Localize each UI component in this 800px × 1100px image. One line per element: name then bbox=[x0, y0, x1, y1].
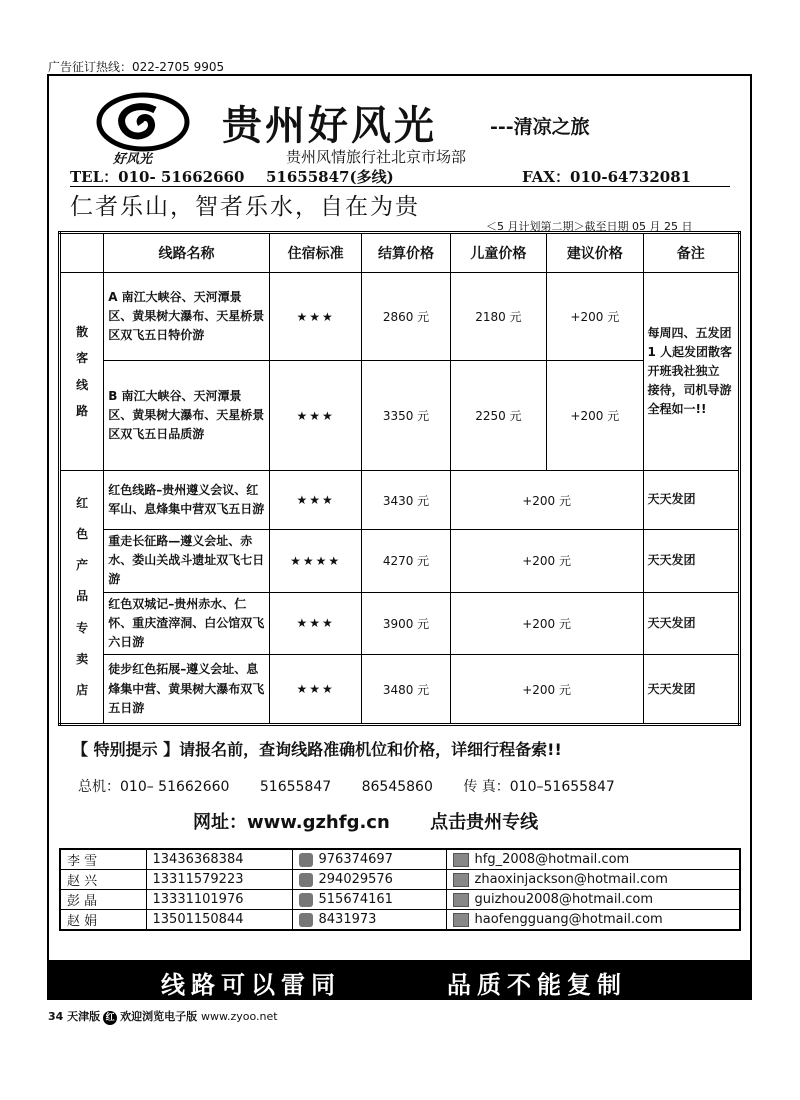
qq-icon bbox=[299, 873, 313, 887]
logo-text: 好风光 bbox=[113, 152, 153, 167]
settle-price: 3350 元 bbox=[362, 361, 450, 471]
settle-price: 3430 元 bbox=[362, 471, 450, 530]
lodging-stars: ★★★★ bbox=[269, 530, 361, 593]
qq-icon bbox=[299, 913, 313, 927]
suggest-price: +200 元 bbox=[450, 655, 643, 725]
route-name: A 南江大峡谷、天河潭景区、黄果树大瀑布、天星桥景区双飞五日特价游 bbox=[104, 273, 270, 361]
category-red-label: 红色产品专卖店 bbox=[76, 495, 89, 698]
email-address[interactable]: hfg_2008@hotmail.com bbox=[474, 852, 630, 867]
staff-row bbox=[60, 870, 740, 890]
header-child: 儿童价格 bbox=[450, 233, 546, 273]
route-name: 重走长征路—遵义会址、赤水、娄山关战斗遗址双飞七日游 bbox=[104, 530, 270, 593]
staff-phone: 13331101976 bbox=[146, 890, 292, 910]
brand-title: 贵州好风光 bbox=[222, 102, 437, 149]
phone-3: 86545860 bbox=[361, 779, 433, 795]
staff-name: 彭 晶 bbox=[60, 890, 146, 910]
table-row bbox=[60, 530, 740, 593]
header-route: 线路名称 bbox=[104, 233, 270, 273]
brand-slogan: ---清凉之旅 bbox=[490, 116, 590, 138]
table-header-row bbox=[60, 233, 740, 273]
row-remark: 天天发团 bbox=[643, 592, 739, 655]
settle-price: 3900 元 bbox=[362, 592, 450, 655]
email-address[interactable]: zhaoxinjackson@hotmail.com bbox=[474, 872, 668, 887]
suggest-price: +200 元 bbox=[450, 530, 643, 593]
main-phone: 总机：010– 51662660 bbox=[78, 779, 230, 795]
row-remark: 天天发团 bbox=[643, 530, 739, 593]
page-footer bbox=[48, 1008, 278, 1025]
staff-row bbox=[60, 849, 740, 870]
header-lodging: 住宿标准 bbox=[269, 233, 361, 273]
staff-email bbox=[446, 849, 740, 870]
table-row bbox=[60, 471, 740, 530]
table-row bbox=[60, 361, 740, 471]
tel-number-2: 51655847(多线) bbox=[266, 168, 394, 186]
staff-email bbox=[446, 870, 740, 890]
company-logo bbox=[95, 92, 191, 166]
fax-line: 传 真：010–51655847 bbox=[463, 779, 615, 795]
header-price: 结算价格 bbox=[362, 233, 450, 273]
click-guizhou-link[interactable]: 点击贵州专线 bbox=[430, 812, 539, 833]
staff-phone: 13311579223 bbox=[146, 870, 292, 890]
suggest-price: +200 元 bbox=[450, 592, 643, 655]
email-address[interactable]: haofengguang@hotmail.com bbox=[474, 912, 663, 927]
category-scatter-label: 散客线路 bbox=[76, 324, 89, 418]
staff-email bbox=[446, 910, 740, 931]
header-suggest: 建议价格 bbox=[547, 233, 643, 273]
qq-number: 8431973 bbox=[318, 912, 377, 927]
footer-url[interactable]: www.zyoo.net bbox=[201, 1010, 278, 1023]
staff-qq bbox=[292, 890, 446, 910]
footer-text: 欢迎浏览电子版 bbox=[120, 1010, 198, 1023]
lodging-stars: ★★★ bbox=[269, 273, 361, 361]
special-notice: 【 特别提示 】请报名前，查询线路准确机位和价格，详细行程备索!! bbox=[72, 740, 562, 759]
email-icon bbox=[453, 893, 469, 907]
plan-note: ＜5 月计划第二期＞截至日期 05 月 25 日 bbox=[486, 220, 693, 233]
table-row bbox=[60, 273, 740, 361]
settle-price: 3480 元 bbox=[362, 655, 450, 725]
staff-phone: 13501150844 bbox=[146, 910, 292, 931]
red-badge: 红 bbox=[103, 1011, 117, 1025]
child-price: 2250 元 bbox=[450, 361, 546, 471]
route-table bbox=[58, 231, 741, 726]
agency-subtitle: 贵州风情旅行社北京市场部 bbox=[286, 148, 467, 166]
settle-price: 2860 元 bbox=[362, 273, 450, 361]
website-url[interactable]: 网址：www.gzhfg.cn bbox=[193, 812, 390, 833]
staff-contact-table bbox=[59, 848, 741, 931]
lodging-stars: ★★★ bbox=[269, 655, 361, 725]
phone-line bbox=[78, 776, 641, 796]
banner-right: 品质不能复制 bbox=[447, 970, 627, 999]
qq-number: 294029576 bbox=[318, 872, 393, 887]
staff-email bbox=[446, 890, 740, 910]
email-icon bbox=[453, 913, 469, 927]
route-name: B 南江大峡谷、天河潭景区、黄果树大瀑布、天星桥景区双飞五日品质游 bbox=[104, 361, 270, 471]
scatter-remark: 每周四、五发团 1 人起发团散客开班我社独立 接待，司机导游全程如一!! bbox=[643, 273, 739, 471]
category-red bbox=[60, 471, 104, 725]
edition: 天津版 bbox=[67, 1010, 101, 1023]
staff-name: 赵 娟 bbox=[60, 910, 146, 931]
lodging-stars: ★★★ bbox=[269, 471, 361, 530]
banner-left: 线路可以雷同 bbox=[161, 970, 341, 999]
child-price: 2180 元 bbox=[450, 273, 546, 361]
lodging-stars: ★★★ bbox=[269, 592, 361, 655]
header-remark: 备注 bbox=[643, 233, 739, 273]
suggest-price: +200 元 bbox=[547, 273, 643, 361]
staff-qq bbox=[292, 849, 446, 870]
staff-row bbox=[60, 910, 740, 931]
contact-line bbox=[70, 166, 730, 187]
staff-name: 李 雪 bbox=[60, 849, 146, 870]
route-name: 红色双城记–贵州赤水、仁怀、重庆渣滓洞、白公馆双飞六日游 bbox=[104, 592, 270, 655]
email-address[interactable]: guizhou2008@hotmail.com bbox=[474, 892, 653, 907]
phone-2: 51655847 bbox=[259, 779, 332, 795]
settle-price: 4270 元 bbox=[362, 530, 450, 593]
motto: 仁者乐山，智者乐水，自在为贵 bbox=[70, 194, 420, 220]
header-blank bbox=[60, 233, 104, 273]
staff-name: 赵 兴 bbox=[60, 870, 146, 890]
route-name: 红色线路–贵州遵义会议、红军山、息烽集中营双飞五日游 bbox=[104, 471, 270, 530]
email-icon bbox=[453, 873, 469, 887]
row-remark: 天天发团 bbox=[643, 471, 739, 530]
fax-number: FAX：010-64732081 bbox=[522, 168, 692, 186]
table-row bbox=[60, 655, 740, 725]
page-number: 34 bbox=[48, 1010, 64, 1023]
row-remark: 天天发团 bbox=[643, 655, 739, 725]
staff-qq bbox=[292, 870, 446, 890]
suggest-price: +200 元 bbox=[450, 471, 643, 530]
website-line bbox=[193, 808, 572, 834]
suggest-price: +200 元 bbox=[547, 361, 643, 471]
qq-icon bbox=[299, 853, 313, 867]
ad-hotline: 广告征订热线：022-2705 9905 bbox=[48, 60, 225, 74]
route-name: 徒步红色拓展–遵义会址、息烽集中营、黄果树大瀑布双飞五日游 bbox=[104, 655, 270, 725]
category-scatter bbox=[60, 273, 104, 471]
staff-row bbox=[60, 890, 740, 910]
tel-number: TEL：010- 51662660 bbox=[70, 168, 245, 186]
table-row bbox=[60, 592, 740, 655]
lodging-stars: ★★★ bbox=[269, 361, 361, 471]
qq-number: 515674161 bbox=[318, 892, 393, 907]
qq-number: 976374697 bbox=[318, 852, 393, 867]
qq-icon bbox=[299, 893, 313, 907]
staff-phone: 13436368384 bbox=[146, 849, 292, 870]
bottom-banner bbox=[49, 960, 750, 1000]
staff-qq bbox=[292, 910, 446, 931]
email-icon bbox=[453, 853, 469, 867]
